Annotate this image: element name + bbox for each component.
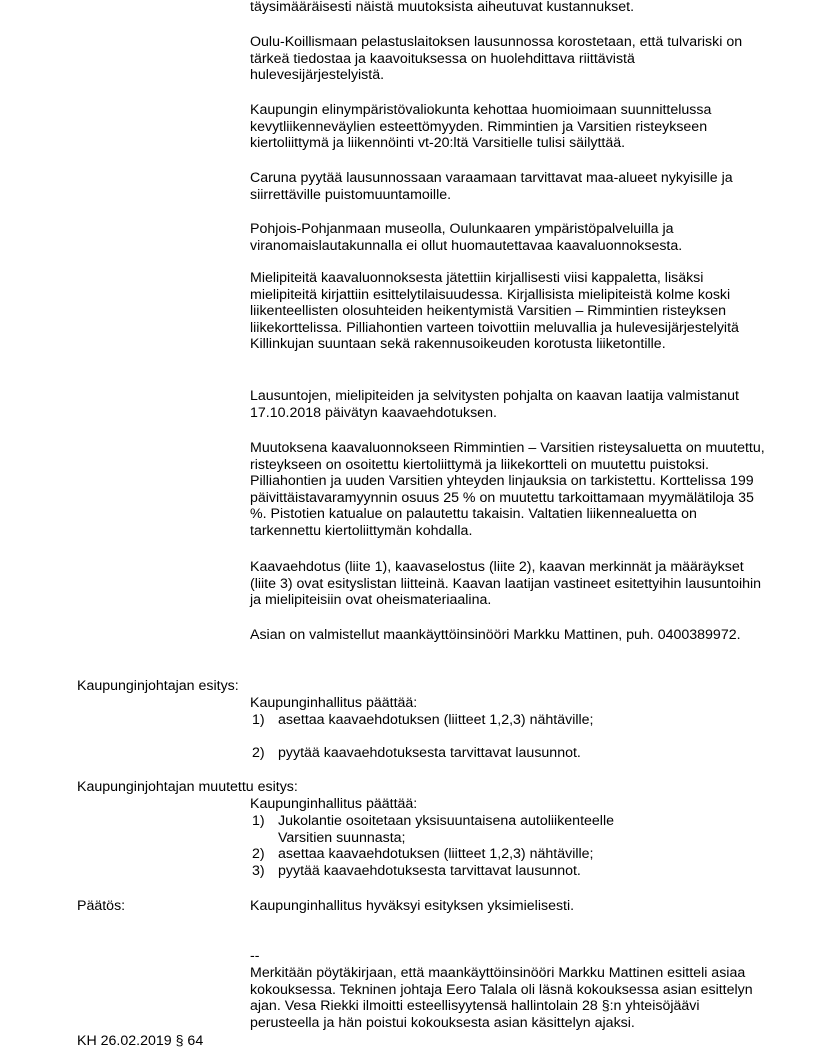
paragraph: Muutoksena kaavaluonnokseen Rimmintien – Varsitien risteysaluetta on muutettu, risteykseen on osoitettu kiertoliittymä ja liikekortteli on muutettu puistoksi. Pilliahontien ja uuden Varsitien yhteyden linjauksia on tarkistettu. Korttelissa 199 päivittäistavaramyynnin osuus 25 % on muutettu tarkoittamaan myymälätiloja 35 %. Pistotien katualue on palautettu takaisin. Valtatien liikennealuetta on tarkennettu kiertoliittymän kohdalla. — [250, 440, 765, 539]
note-text: Merkitään pöytäkirjaan, että maankäyttöinsinööri Markku Mattinen esitteli asiaa kokouksessa. Tekninen johtaja Eero Talala oli läsnä kokouksessa asian esittelyn ajan. Vesa Riekki ilmoitti esteellisyytensä hallintolain 28 §:n yhteisöjäävi perusteella ja hän poistui kokouksesta asian käsittelyn ajaksi. — [250, 965, 753, 1031]
paragraph: Pohjois-Pohjanmaan museolla, Oulunkaaren ympäristöpalveluilla ja viranomaislautakunnalla ei ollut huomautettavaa kaavaluonnoksesta. — [250, 221, 683, 254]
paragraph: täysimääräisesti näistä muutoksista aiheutuvat kustannukset. — [250, 0, 635, 15]
proposal-item-number: 1) — [252, 712, 265, 728]
modified-item-number: 1) — [252, 813, 265, 829]
modified-item-number: 3) — [252, 863, 265, 879]
modified-proposal-intro: Kaupunginhallitus päättää: — [250, 796, 418, 812]
decision-text: Kaupunginhallitus hyväksyi esityksen yksimielisesti. — [250, 898, 575, 914]
proposal-item-text: asettaa kaavaehdotuksen (liitteet 1,2,3) nähtäville; — [278, 712, 594, 728]
paragraph: Asian on valmistellut maankäyttöinsinööri Markku Mattinen, puh. 0400389972. — [250, 627, 741, 643]
decision-label: Päätös: — [77, 898, 126, 914]
proposal-item-number: 2) — [252, 745, 265, 761]
paragraph: Caruna pyytää lausunnossaan varaamaan tarvittavat maa-alueet nykyisille ja siirrettäville puistomuuntamoille. — [250, 170, 733, 203]
modified-item-text: pyytää kaavaehdotuksesta tarvittavat lausunnot. — [278, 863, 581, 879]
modified-item-text: Jukolantie osoitetaan yksisuuntaisena autoliikenteelle Varsitien suunnasta; — [278, 813, 614, 846]
paragraph: Kaavaehdotus (liite 1), kaavaselostus (liite 2), kaavan merkinnät ja määräykset (liite 3) ovat esityslistan liitteinä. Kaavan laatijan vastineet esitettyihin lausuntoihin ja mielipiteisiin ovat oheismateriaalina. — [250, 559, 762, 608]
paragraph: Kaupungin elinympäristövaliokunta kehottaa huomioimaan suunnittelussa kevytliikenneväylien esteettömyyden. Rimmintien ja Varsitien risteykseen kiertoliittymä ja liikennöinti vt-20:ltä Varsitielle tulisi säilyttää. — [250, 102, 712, 151]
modified-item-number: 2) — [252, 846, 265, 862]
paragraph: Lausuntojen, mielipiteiden ja selvitysten pohjalta on kaavan laatija valmistanut 17.10.2018 päivätyn kaavaehdotuksen. — [250, 388, 739, 421]
meeting-reference: KH 26.02.2019 § 64 — [77, 1033, 204, 1049]
paragraph: Mielipiteitä kaavaluonnoksesta jätettiin kirjallisesti viisi kappaletta, lisäksi mielipiteitä kirjattiin esittelytilaisuudessa. Kirjallisista mielipiteistä kolme koski liikenteellisten olosuhteiden heikentymistä Varsitien – Rimmintien risteyksen liikekorttelissa. Pilliahontien varteen toivottiin meluvallia ja hulevesijärjestelyitä Killinkujan suuntaan sekä rakennusoikeuden korotusta liiketontille. — [250, 270, 739, 352]
proposal-intro: Kaupunginhallitus päättää: — [250, 695, 418, 711]
proposal-item-text: pyytää kaavaehdotuksesta tarvittavat lausunnot. — [278, 745, 581, 761]
note-separator: -- — [250, 948, 260, 964]
proposal-label: Kaupunginjohtajan esitys: — [77, 678, 239, 694]
paragraph: Oulu-Koillismaan pelastuslaitoksen lausunnossa korostetaan, että tulvariski on tärkeä tiedostaa ja kaavoituksessa on huolehdittava riittävistä hulevesijärjestelyistä. — [250, 34, 743, 83]
modified-proposal-label: Kaupunginjohtajan muutettu esitys: — [77, 779, 298, 795]
modified-item-text: asettaa kaavaehdotuksen (liitteet 1,2,3) nähtäville; — [278, 846, 594, 862]
